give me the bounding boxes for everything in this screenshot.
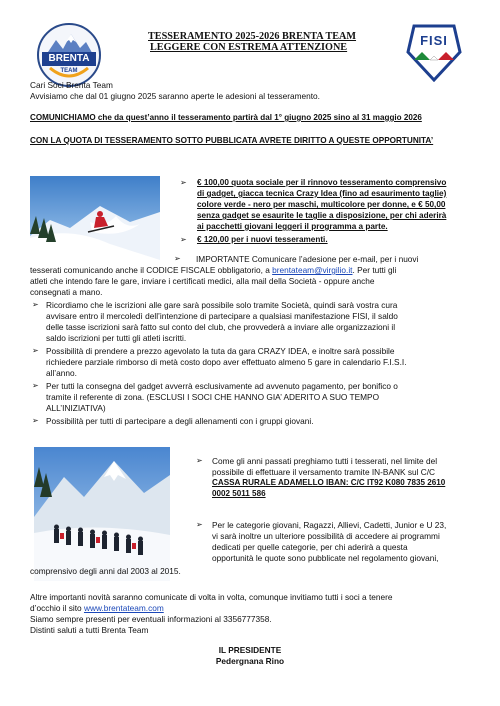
brenta-team-logo xyxy=(36,22,102,88)
website-link[interactable]: www.brentateam.com xyxy=(83,603,164,613)
youth-line: Per le categorie giovani, Ragazzi, Allievi, Cadetti, Junior e U 23, xyxy=(212,520,447,530)
important-line: consegnati a mano. xyxy=(30,287,103,297)
race-line: Ricordiamo che le iscrizioni alle gare sarà possibile solo tramite Società, quindi sarà vostra cura xyxy=(46,300,398,310)
renewal-fee-line: senza gadget se esaurite le taglie a disposizione, per chi aderirà xyxy=(197,211,447,220)
important-line: tesserati comunicando anche il CODICE FISCALE obbligatorio, a brentateam@virgilio.it. Per tutti gli xyxy=(30,265,397,275)
arrow-bullet-icon: ➢ xyxy=(174,254,181,263)
quota-heading: CON LA QUOTA DI TESSERAMENTO SOTTO PUBBLICATA AVRETE DIRITTO A QUESTE OPPORTUNITA’ xyxy=(30,136,434,145)
suit-line: all’anno. xyxy=(46,368,77,378)
email-link[interactable]: brentateam@virgilio.it xyxy=(272,265,353,275)
gadget-line: ALL’INIZIATIVA) xyxy=(46,403,106,413)
closing-line: Distinti saluti a tutti Brenta Team xyxy=(30,625,149,635)
logo-left-text: BRENTA xyxy=(48,53,90,64)
document-title: TESSERAMENTO 2025-2026 BRENTA TEAM xyxy=(148,31,357,42)
document-subtitle: LEGGERE CON ESTREMA ATTENZIONE xyxy=(150,42,348,53)
signature-title: IL PRESIDENTE xyxy=(218,645,282,655)
payment-line: possibile di effettuare il versamento tramite IN-BANK sul C/C xyxy=(212,467,436,477)
arrow-bullet-icon: ➢ xyxy=(180,235,187,244)
gadget-line: Per tutti la consegna del gadget avverrà esclusivamente ad avvenuto pagamento, per bonifico o xyxy=(46,381,398,391)
suit-line: Possibilità di prendere a prezzo agevolato la tuta da gara CRAZY IDEA, e inoltre sarà possibile xyxy=(46,346,395,356)
youth-line: comprensivo degli anni dal 2003 al 2015. xyxy=(30,566,181,576)
important-line: atleti che intendo fare le gare, inviare i certificati medici, alla mail della Società - oppure anche xyxy=(30,276,375,286)
closing-line: d’occhio il sito www.brentateam.com xyxy=(30,603,164,613)
training-line: Possibilità per tutti di partecipare a degli allenamenti con i gruppi giovani. xyxy=(46,416,314,426)
logo-right-text: FISI xyxy=(420,33,448,48)
youth-line: dedicati per quelle categorie, per chi aderirà a questa xyxy=(212,542,408,552)
gadget-line: tramite il referente di zona. (ESCLUSI I SOCI CHE HANNO GIA’ ADERITO A SUO TEMPO xyxy=(46,392,380,402)
communication-notice: COMUNICHIAMO che da quest’anno il tesseramento partirà dal 1° giugno 2025 sino al 31 maggio 2026 xyxy=(30,113,422,122)
greeting: Cari Soci Brenta Team xyxy=(30,80,113,90)
important-line: IMPORTANTE Comunicare l’adesione per e-mail, per i nuovi xyxy=(196,254,419,264)
skier-photo xyxy=(30,176,160,260)
youth-line: vi sarà inoltre un ulteriore possibilità di accedere ai programmi xyxy=(212,531,440,541)
arrow-bullet-icon: ➢ xyxy=(32,381,39,390)
arrow-bullet-icon: ➢ xyxy=(32,346,39,355)
arrow-bullet-icon: ➢ xyxy=(32,416,39,425)
race-line: saldo iscrizioni per tutti gli atleti iscritti. xyxy=(46,333,187,343)
arrow-bullet-icon: ➢ xyxy=(32,300,39,309)
payment-line: Come gli anni passati preghiamo tutti i tesserati, nel limite del xyxy=(212,456,438,466)
logo-left-subtext: TEAM xyxy=(60,68,78,74)
renewal-fee-line: di gadget, giacca tecnica Crazy Idea (fino ad esaurimento taglie) xyxy=(197,189,447,198)
suit-line: richiedere parziale rimborso di metà costo dopo aver effettuato almeno 5 gare in calendario F.I.S.I. xyxy=(46,357,407,367)
race-line: avvisare entro il mercoledì dell’intenzione di partecipare a qualsiasi manifestazione FISI, il saldo xyxy=(46,311,398,321)
closing-line: Siamo sempre presenti per eventuali informazioni al 3356777358. xyxy=(30,614,272,624)
signature-name: Pedergnana Rino xyxy=(215,656,285,666)
arrow-bullet-icon: ➢ xyxy=(196,520,203,529)
renewal-fee-line: € 100,00 quota sociale per il rinnovo tesseramento comprensivo xyxy=(197,178,447,187)
arrow-bullet-icon: ➢ xyxy=(180,178,187,187)
fisi-logo xyxy=(402,22,466,82)
new-member-fee: € 120,00 per i nuovi tesseramenti. xyxy=(197,235,328,244)
arrow-bullet-icon: ➢ xyxy=(196,456,203,465)
youth-line: opportunità le quote sono pubblicate nel regolamento giovani, xyxy=(212,553,439,563)
group-photo xyxy=(34,447,170,581)
renewal-fee-line: ai pacchetti giovani leggeri il programma a parte. xyxy=(197,222,388,231)
intro-line: Avvisiamo che dal 01 giugno 2025 saranno aperte le adesioni al tesseramento. xyxy=(30,91,320,101)
bank-details: CASSA RURALE ADAMELLO IBAN: C/C IT92 K080 7835 2610 xyxy=(212,478,446,487)
race-line: delle tasse iscrizioni sarà fatto sul conto del club, che provvederà a inviare alle organizzazioni il xyxy=(46,322,396,332)
closing-line: Altre importanti novità saranno comunicate di volta in volta, comunque invitiamo tutti i soci a tenere xyxy=(30,592,393,602)
bank-details: 0002 5011 586 xyxy=(212,489,266,498)
renewal-fee-line: colore verde - nero per maschi, multicolore per donne, e € 50,00 xyxy=(197,200,446,209)
